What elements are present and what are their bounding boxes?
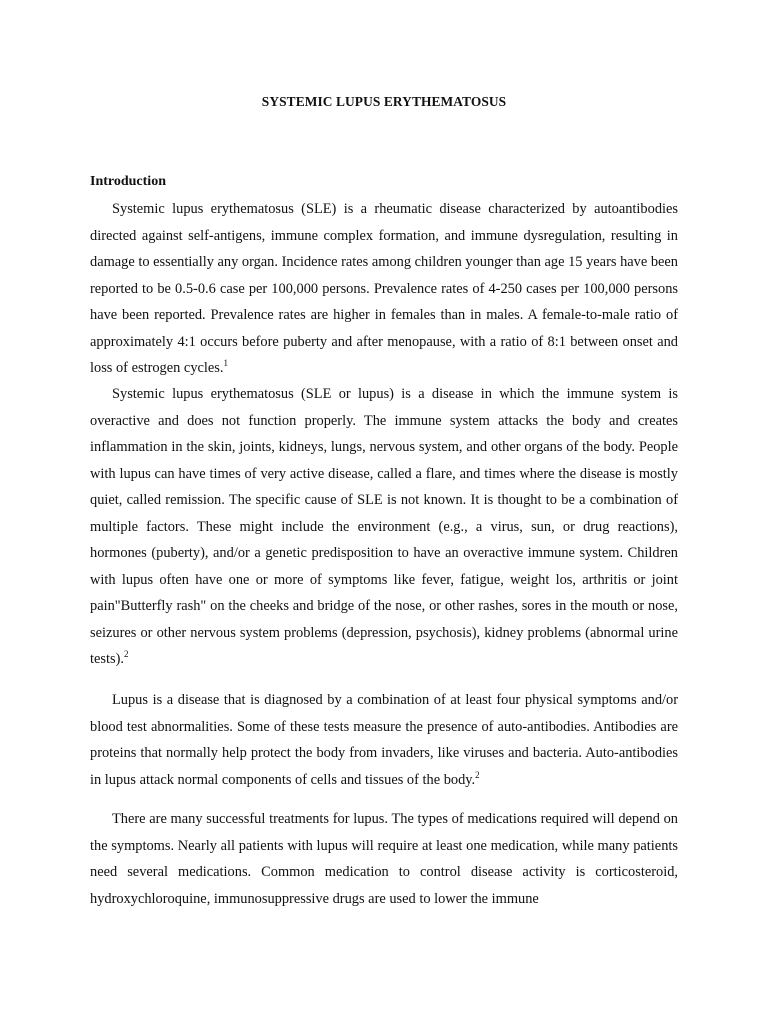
paragraph-3-text: Lupus is a disease that is diagnosed by a combination of at least four physical symptoms and/or blood test abnormalities. Some of these tests measure the presence of auto-antibodies. Antibodies are proteins that normally help protect the body from invaders, like viruses and bacteria. Auto-antibodies in lupus attack normal components of cells and tissues of the body. (90, 692, 678, 788)
paragraph-1 (90, 196, 678, 382)
paragraph-2-text: Systemic lupus erythematosus (SLE or lupus) is a disease in which the immune system is overactive and does not function properly. The immune system attacks the body and creates inflammation in the skin, joints, kidneys, lungs, nervous system, and other organs of the body. People with lupus can have times of very active disease, called a flare, and times where the disease is mostly quiet, called remission. The specific cause of SLE is not known. It is thought to be a combination of multiple factors. These might include the environment (e.g., a virus, sun, or drug reactions), hormones (puberty), and/or a genetic predisposition to have an overactive immune system. Children with lupus often have one or more of symptoms like fever, fatigue, weight los, arthritis or joint pain"Butterfly rash" on the cheeks and bridge of the nose, or other rashes, sores in the mouth or nose, seizures or other nervous system problems (depression, psychosis), kidney problems (abnormal urine tests). (90, 386, 678, 668)
paragraph-1-text: Systemic lupus erythematosus (SLE) is a rheumatic disease characterized by autoantibodies directed against self-antigens, immune complex formation, and immune dysregulation, resulting in damage to essentially any organ. Incidence rates among children younger than age 15 years have been reported to be 0.5-0.6 case per 100,000 persons. Prevalence rates of 4-250 cases per 100,000 persons have been reported. Prevalence rates are higher in females than in males. A female-to-male ratio of approximately 4:1 occurs before puberty and after menopause, with a ratio of 8:1 between onset and loss of estrogen cycles. (90, 201, 678, 377)
footnote-ref-2: 2 (123, 649, 129, 660)
document-title: SYSTEMIC LUPUS ERYTHEMATOSUS (261, 94, 507, 109)
paragraph-4 (90, 806, 678, 912)
footnote-ref-1: 1 (223, 358, 228, 369)
paragraph-2 (90, 381, 678, 673)
footnote-ref-3: 2 (475, 769, 480, 780)
paragraph-4-text: There are many successful treatments for lupus. The types of medications required will depend on the symptoms. Nearly all patients with lupus will require at least one medication, while many patients need several medications. Common medication to control disease activity is corticosteroid, hydroxychloroquine, immunosuppressive drugs are used to lower the immune (90, 811, 678, 907)
paragraph-3 (90, 687, 678, 793)
section-heading-introduction: Introduction (90, 174, 166, 189)
